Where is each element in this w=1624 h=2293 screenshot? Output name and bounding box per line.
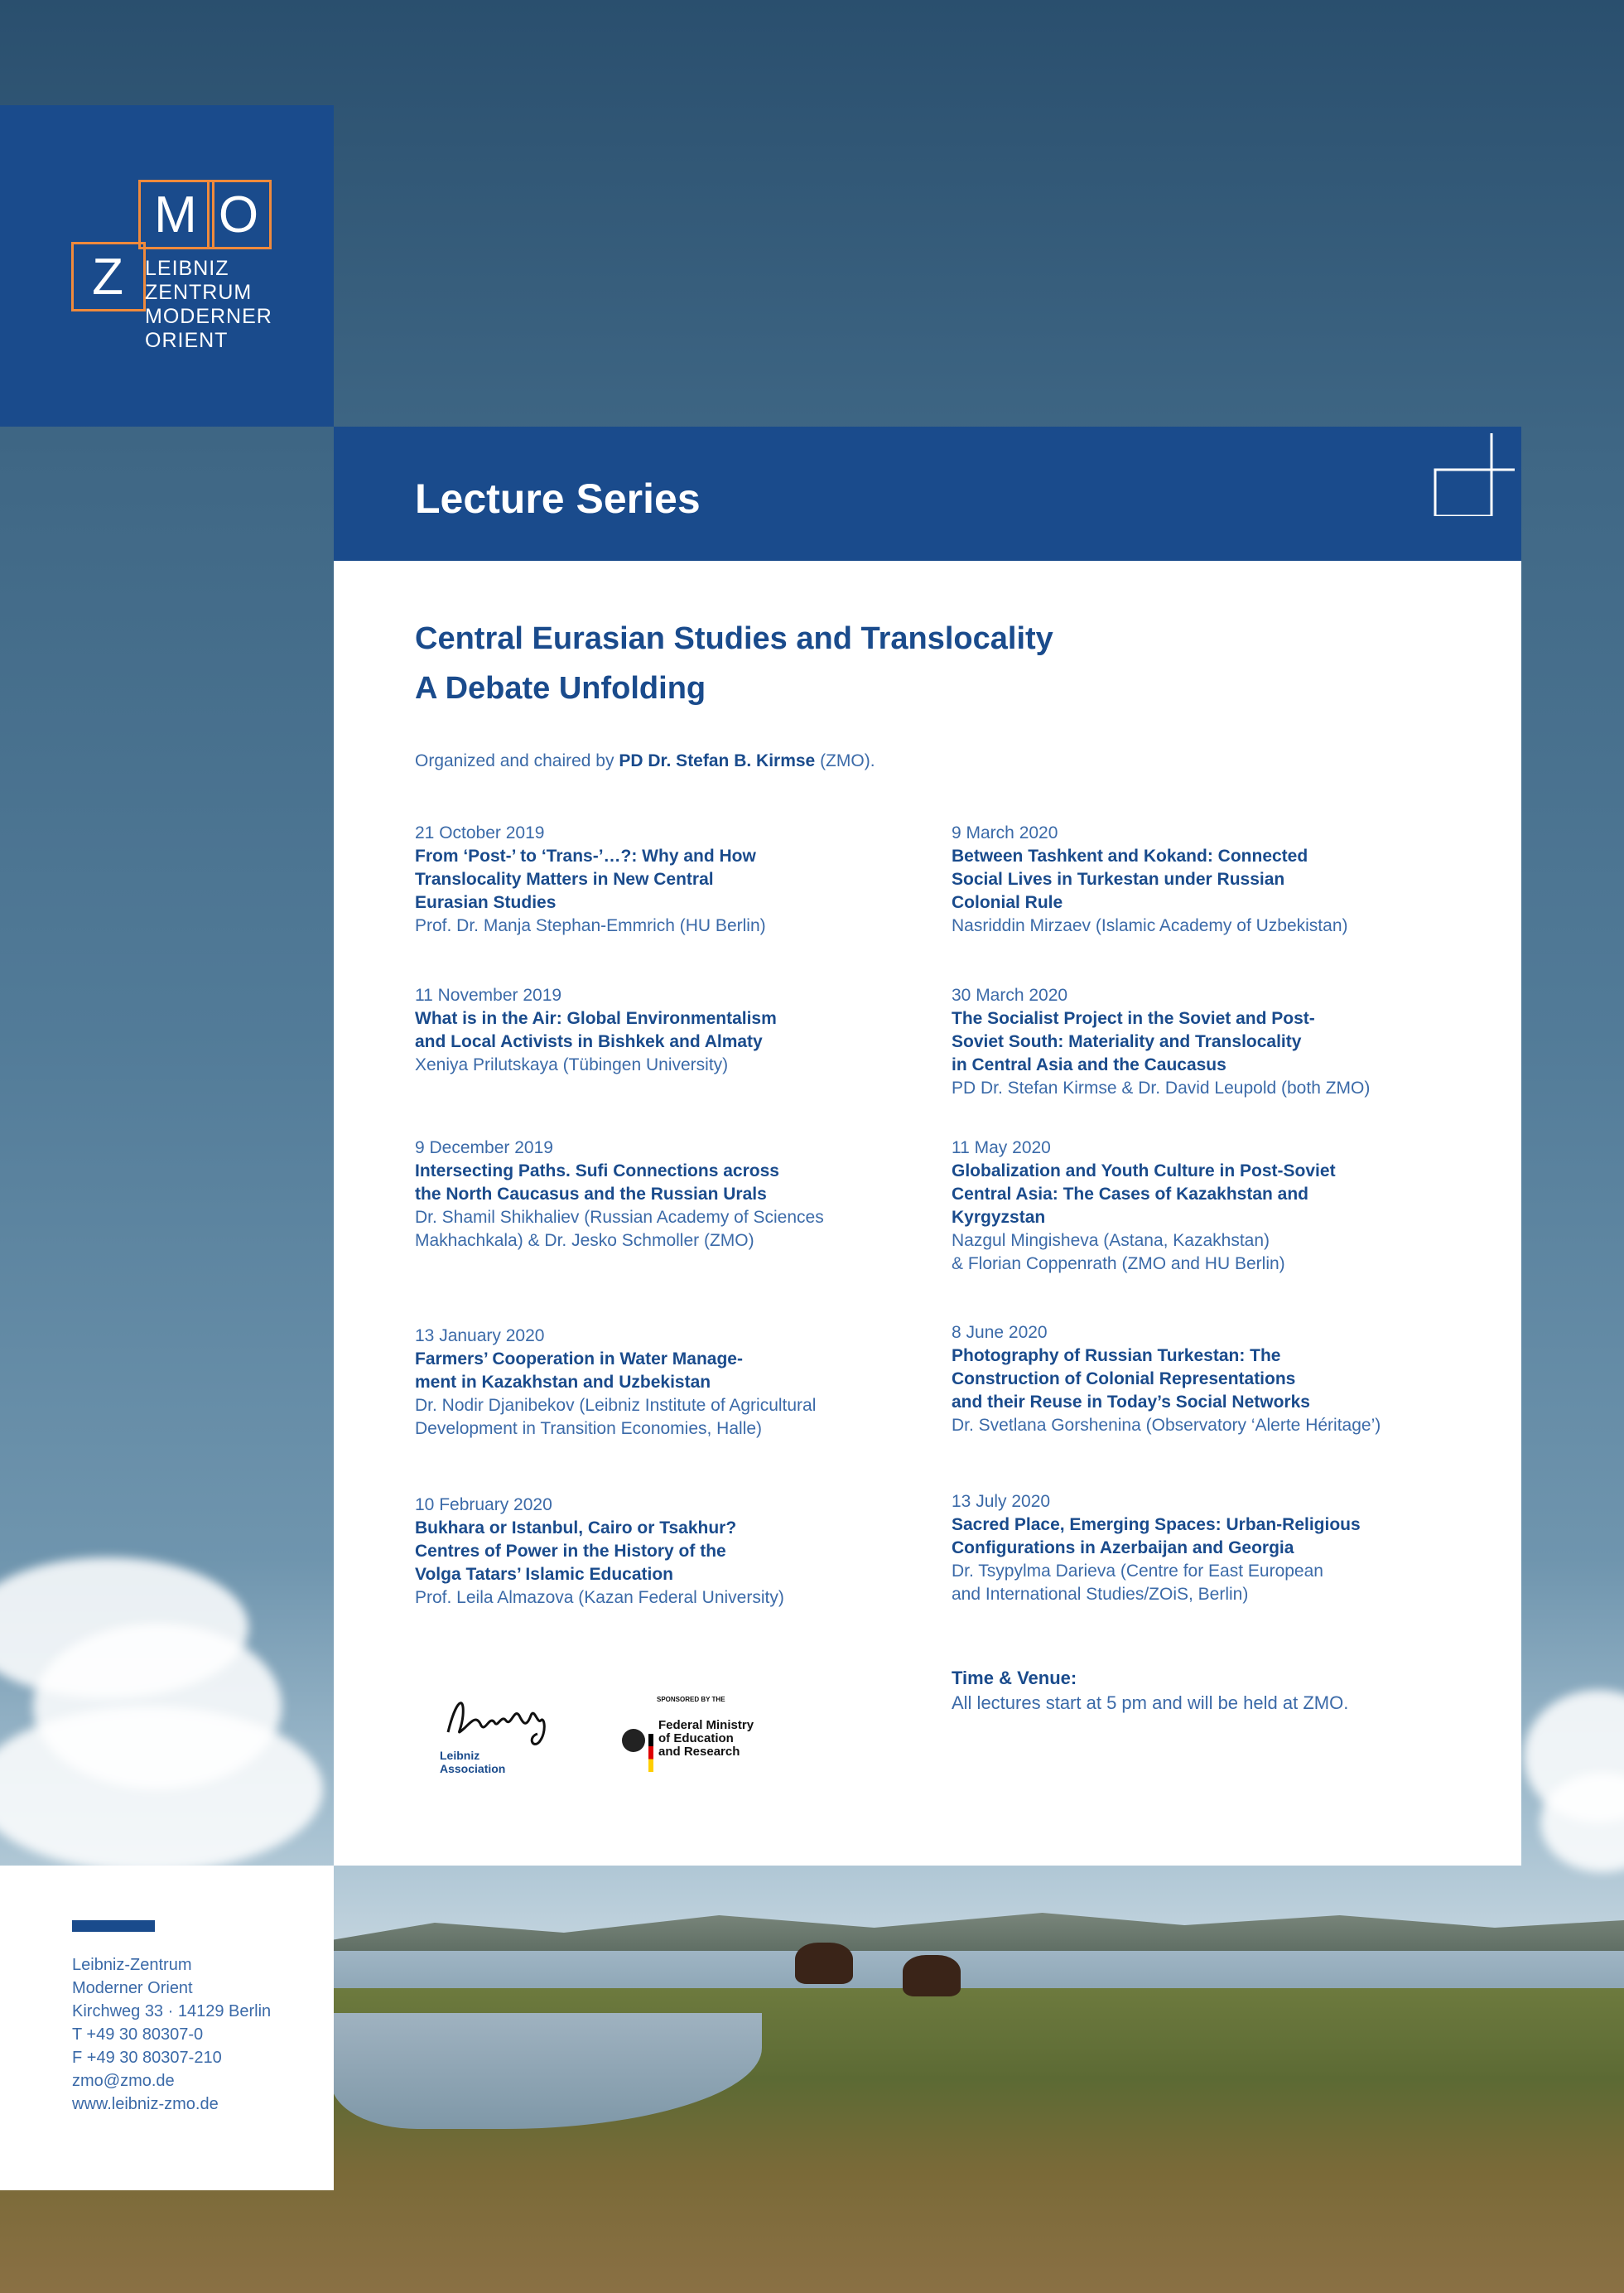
- leibniz-label-line: Association: [440, 1762, 506, 1775]
- contact-line: Moderner Orient: [72, 1979, 193, 1997]
- logo-letter: Z: [71, 242, 146, 311]
- lecture-speaker: Nazgul Mingisheva (Astana, Kazakhstan) & Florian Coppenrath (ZMO and HU Berlin): [952, 1231, 1285, 1273]
- time-venue-text: All lectures start at 5 pm and will be held at ZMO.: [952, 1692, 1349, 1713]
- contact-fax: F +49 30 80307-210: [72, 2049, 222, 2067]
- lecture-speaker: Prof. Leila Almazova (Kazan Federal University): [415, 1588, 784, 1607]
- contact-block: [0, 1866, 334, 2190]
- contact-website[interactable]: www.leibniz-zmo.de: [72, 2095, 219, 2113]
- logo-wordmark: [145, 257, 272, 353]
- lecture-item: [415, 1494, 912, 1610]
- lecture-item: [415, 1137, 912, 1253]
- horse-rider: [795, 1943, 853, 1984]
- contact-email[interactable]: zmo@zmo.de: [72, 2072, 175, 2090]
- organizer-line: [415, 751, 875, 771]
- series-title: [415, 614, 1053, 713]
- german-flag-icon: [648, 1734, 653, 1772]
- corner-squares-icon: [1432, 433, 1515, 516]
- lecture-item: [952, 1137, 1448, 1276]
- organizer-suffix: (ZMO).: [815, 751, 875, 770]
- sponsored-by-label: SPONSORED BY THE: [657, 1696, 725, 1703]
- lecture-item: [952, 1490, 1448, 1606]
- lecture-speaker: Dr. Nodir Djanibekov (Leibniz Institute of Agricultural Development in Transition Economies, Halle): [415, 1396, 817, 1438]
- content-card: [334, 561, 1521, 1866]
- leibniz-label-line: Leibniz: [440, 1749, 480, 1762]
- lecture-date: 10 February 2020: [415, 1495, 552, 1514]
- lecture-item: [415, 1325, 912, 1441]
- lecture-speaker: Prof. Dr. Manja Stephan-Emmrich (HU Berlin): [415, 916, 766, 935]
- lecture-item: [952, 984, 1448, 1100]
- logo-line: ORIENT: [145, 329, 229, 352]
- lecture-speaker: Dr. Svetlana Gorshenina (Observatory ‘Alerte Héritage’): [952, 1416, 1381, 1435]
- organizer-prefix: Organized and chaired by: [415, 751, 619, 770]
- contact-line: Leibniz-Zentrum: [72, 1956, 192, 1974]
- lecture-date: 21 October 2019: [415, 823, 545, 842]
- leibniz-label: [440, 1749, 505, 1775]
- leibniz-signature-icon: [440, 1691, 556, 1749]
- lecture-speaker: Nasriddin Mirzaev (Islamic Academy of Uzbekistan): [952, 916, 1348, 935]
- horse-rider: [903, 1955, 961, 1996]
- lecture-title: What is in the Air: Global Environmentalism and Local Activists in Bishkek and Almaty: [415, 1009, 777, 1051]
- lecture-date: 30 March 2020: [952, 986, 1068, 1005]
- leibniz-association-logo: [440, 1691, 564, 1790]
- zmo-logo: [0, 105, 334, 427]
- lecture-title: Sacred Place, Emerging Spaces: Urban-Religious Configurations in Azerbaijan and Georgia: [952, 1515, 1361, 1557]
- lecture-speaker: Dr. Tsypylma Darieva (Centre for East European and International Studies/ZOiS, Berlin): [952, 1562, 1323, 1604]
- federal-eagle-icon: [622, 1729, 645, 1752]
- header-band: [334, 427, 1521, 561]
- lecture-item: [952, 1321, 1448, 1437]
- lecture-title: Photography of Russian Turkestan: The Construction of Colonial Representations and their Reuse in Today’s Social Networks: [952, 1346, 1310, 1412]
- lecture-date: 9 December 2019: [415, 1138, 553, 1157]
- contact-address: [72, 1953, 271, 2116]
- lecture-date: 8 June 2020: [952, 1323, 1048, 1342]
- logo-line: ZENTRUM: [145, 281, 253, 304]
- contact-phone: T +49 30 80307-0: [72, 2025, 204, 2044]
- logo-line: LEIBNIZ: [145, 257, 229, 280]
- bmbf-name: Federal Ministry of Education and Research: [658, 1718, 754, 1759]
- series-title-line: Central Eurasian Studies and Translocality: [415, 621, 1053, 656]
- time-venue-label: Time & Venue:: [952, 1668, 1077, 1688]
- lecture-title: From ‘Post-’ to ‘Trans-’…?: Why and How Translocality Matters in New Central Eurasian Studies: [415, 847, 756, 912]
- page-title: Lecture Series: [415, 475, 701, 522]
- contact-accent-bar: [72, 1920, 155, 1932]
- lecture-date: 13 January 2020: [415, 1326, 545, 1345]
- lecture-speaker: PD Dr. Stefan Kirmse & Dr. David Leupold (both ZMO): [952, 1079, 1371, 1098]
- series-subtitle: A Debate Unfolding: [415, 671, 706, 706]
- bmbf-logo: [615, 1696, 781, 1787]
- lecture-title: Between Tashkent and Kokand: Connected Social Lives in Turkestan under Russian Colonial Rule: [952, 847, 1308, 912]
- lecture-title: Bukhara or Istanbul, Cairo or Tsakhur? Centres of Power in the History of the Volga Tatars’ Islamic Education: [415, 1518, 737, 1584]
- lecture-item: [952, 822, 1448, 938]
- lecture-speaker: Dr. Shamil Shikhaliev (Russian Academy of Sciences Makhachkala) & Dr. Jesko Schmoller (ZMO): [415, 1208, 824, 1250]
- lecture-title: Intersecting Paths. Sufi Connections across the North Caucasus and the Russian Urals: [415, 1161, 779, 1204]
- lecture-date: 11 May 2020: [952, 1138, 1051, 1157]
- contact-line: Kirchweg 33 · 14129 Berlin: [72, 2002, 272, 2020]
- lecture-date: 11 November 2019: [415, 986, 562, 1005]
- logo-line: MODERNER: [145, 305, 272, 328]
- organizer-name: PD Dr. Stefan B. Kirmse: [619, 751, 816, 770]
- lecture-item: [415, 984, 912, 1077]
- logo-letter: O: [207, 180, 272, 249]
- lecture-title: The Socialist Project in the Soviet and Post- Soviet South: Materiality and Translocality in Central Asia and the Caucasus: [952, 1009, 1315, 1074]
- logo-letter: M: [138, 180, 214, 249]
- lecture-date: 9 March 2020: [952, 823, 1058, 842]
- lecture-date: 13 July 2020: [952, 1492, 1051, 1511]
- lecture-title: Globalization and Youth Culture in Post-Soviet Central Asia: The Cases of Kazakhstan and Kyrgyzstan: [952, 1161, 1336, 1227]
- lecture-title: Farmers’ Cooperation in Water Manage- ment in Kazakhstan and Uzbekistan: [415, 1349, 743, 1392]
- lecture-speaker: Xeniya Prilutskaya (Tübingen University): [415, 1055, 729, 1074]
- lecture-item: [415, 822, 912, 938]
